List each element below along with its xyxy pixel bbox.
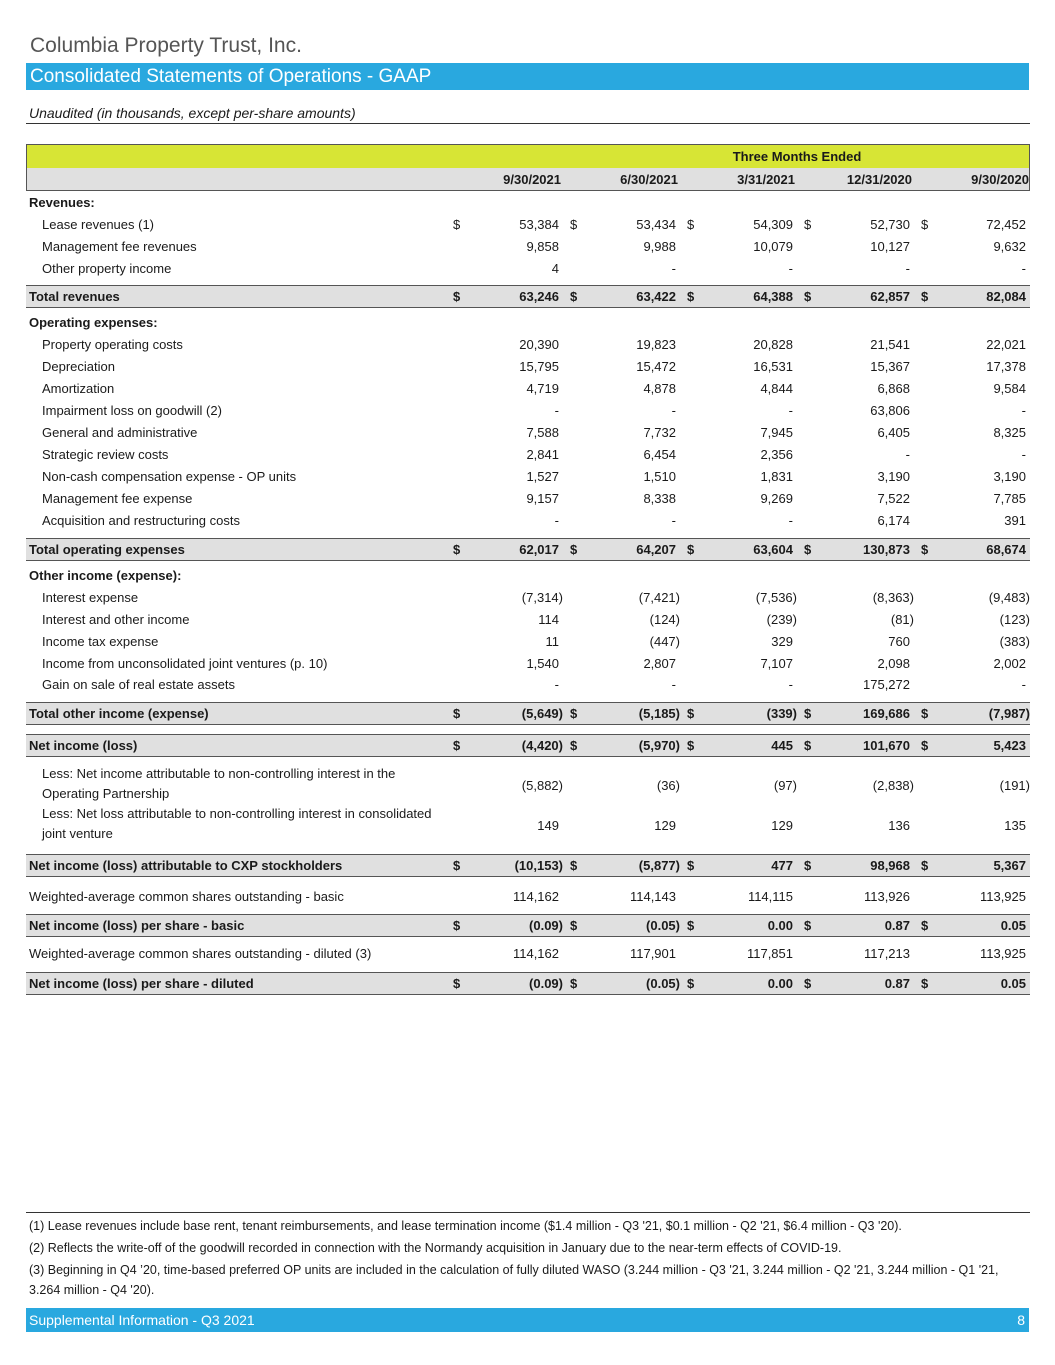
row-label: Interest and other income <box>42 612 190 627</box>
cell-value: 72,452 <box>986 217 1026 232</box>
currency-symbol: $ <box>804 289 812 304</box>
cell-value: 149 <box>537 818 559 833</box>
cell-value: 391 <box>1004 513 1026 528</box>
cell-value: - <box>788 261 793 276</box>
cell-value: 113,925 <box>979 889 1026 904</box>
subtitle: Unaudited (in thousands, except per-share amounts) <box>29 105 356 121</box>
cell-value: - <box>554 677 559 692</box>
cell-value: 10,127 <box>870 239 910 254</box>
cell-value: 63,806 <box>870 403 910 418</box>
cell-value: (0.09) <box>529 918 563 933</box>
cell-value: 4,878 <box>643 381 676 396</box>
cell-value: 63,422 <box>636 289 676 304</box>
cell-value: - <box>788 677 793 692</box>
cell-value: - <box>671 403 676 418</box>
total-row <box>26 702 1030 725</box>
currency-symbol: $ <box>570 738 578 753</box>
table-row <box>26 444 1030 466</box>
cell-value: 7,588 <box>526 425 559 440</box>
cell-value: 113,926 <box>863 889 910 904</box>
cell-value: - <box>788 403 793 418</box>
cell-value: (81) <box>890 612 914 627</box>
table-row <box>26 258 1030 280</box>
cell-value: 129 <box>654 818 676 833</box>
footer-label: Supplemental Information - Q3 2021 <box>29 1312 255 1328</box>
currency-symbol: $ <box>921 706 929 721</box>
cell-value: - <box>788 513 793 528</box>
cell-value: (5,185) <box>638 706 680 721</box>
currency-symbol: $ <box>921 738 929 753</box>
row-label: Net income (loss) per share - diluted <box>29 976 254 991</box>
row-label: Revenues: <box>29 195 95 210</box>
total-row <box>26 854 1030 877</box>
table-row <box>26 422 1030 444</box>
table-row <box>26 510 1030 532</box>
currency-symbol: $ <box>921 976 929 991</box>
cell-value: 130,873 <box>863 542 910 557</box>
cell-value: - <box>671 261 676 276</box>
row-label: General and administrative <box>42 425 198 440</box>
total-row <box>26 734 1030 757</box>
row-label: Management fee revenues <box>42 239 197 254</box>
cell-value: 19,823 <box>636 337 676 352</box>
cell-value: (191) <box>999 778 1030 793</box>
row-label: Lease revenues (1) <box>42 217 155 232</box>
cell-value: 0.87 <box>884 976 910 991</box>
row-label: Operating expenses: <box>29 315 158 330</box>
cell-value: 20,828 <box>753 337 793 352</box>
row-label: Income tax expense <box>42 634 159 649</box>
cell-value: 62,857 <box>870 289 910 304</box>
row-label: Impairment loss on goodwill (2) <box>42 403 222 418</box>
currency-symbol: $ <box>570 918 578 933</box>
row-label: Net income (loss) <box>29 738 138 753</box>
cell-value: - <box>671 513 676 528</box>
column-header-1: 6/30/2021 <box>620 172 678 187</box>
cell-value: (36) <box>656 778 680 793</box>
cell-value: 113,925 <box>979 946 1026 961</box>
row-label: Total revenues <box>29 289 120 304</box>
cell-value: 135 <box>1004 818 1026 833</box>
cell-value: - <box>1021 677 1026 692</box>
cell-value: 117,851 <box>746 946 793 961</box>
cell-value: - <box>554 403 559 418</box>
cell-value: (5,649) <box>521 706 563 721</box>
cell-value: (447) <box>649 634 680 649</box>
cell-value: 117,901 <box>629 946 676 961</box>
currency-symbol: $ <box>687 706 695 721</box>
cell-value: 9,858 <box>526 239 559 254</box>
row-label: Total operating expenses <box>29 542 185 557</box>
currency-symbol: $ <box>453 542 461 557</box>
cell-value: 53,384 <box>519 217 559 232</box>
cell-value: 6,405 <box>877 425 910 440</box>
cell-value: - <box>1021 447 1026 462</box>
period-header-band <box>26 144 1030 169</box>
cell-value: 0.05 <box>1000 918 1026 933</box>
cell-value: 114,143 <box>629 889 676 904</box>
cell-value: (9,483) <box>988 590 1030 605</box>
cell-value: 114,162 <box>512 946 559 961</box>
cell-value: (2,838) <box>872 778 914 793</box>
cell-value: 9,632 <box>993 239 1026 254</box>
table-row <box>26 766 1030 806</box>
cell-value: 114,162 <box>512 889 559 904</box>
cell-value: 64,207 <box>636 542 676 557</box>
cell-value: 5,423 <box>993 738 1026 753</box>
cell-value: 477 <box>771 858 793 873</box>
currency-symbol: $ <box>453 976 461 991</box>
cell-value: - <box>1021 403 1026 418</box>
cell-value: 2,841 <box>526 447 559 462</box>
cell-value: 169,686 <box>863 706 910 721</box>
row-label: Other income (expense): <box>29 568 182 583</box>
cell-value: (97) <box>773 778 797 793</box>
row-label: Weighted-average common shares outstanding - diluted (3) <box>29 946 372 961</box>
row-label: Amortization <box>42 381 115 396</box>
cell-value: (5,877) <box>638 858 680 873</box>
cell-value: 2,356 <box>760 447 793 462</box>
table-row <box>26 806 1030 846</box>
currency-symbol: $ <box>453 858 461 873</box>
cell-value: 1,527 <box>526 469 559 484</box>
row-label: Other property income <box>42 261 172 276</box>
cell-value: (4,420) <box>521 738 563 753</box>
column-header-3: 12/31/2020 <box>846 172 912 187</box>
subtitle-divider <box>26 123 1030 124</box>
column-header-4: 9/30/2020 <box>971 172 1029 187</box>
currency-symbol: $ <box>570 706 578 721</box>
currency-symbol: $ <box>687 217 695 232</box>
cell-value: (124) <box>649 612 680 627</box>
row-label: Strategic review costs <box>42 447 169 462</box>
currency-symbol: $ <box>453 289 461 304</box>
currency-symbol: $ <box>921 858 929 873</box>
currency-symbol: $ <box>687 918 695 933</box>
currency-symbol: $ <box>453 918 461 933</box>
row-label: Net income (loss) per share - basic <box>29 918 245 933</box>
currency-symbol: $ <box>453 217 461 232</box>
cell-value: 114,115 <box>747 889 793 904</box>
row-label: Less: Net income attributable to non-controlling interest in the Operating Partnership <box>42 766 396 801</box>
cell-value: 175,272 <box>863 677 910 692</box>
cell-value: 6,868 <box>877 381 910 396</box>
cell-value: 64,388 <box>753 289 793 304</box>
page-footer <box>26 1308 1029 1332</box>
footnote-3: (3) Beginning in Q4 ’20, time-based preferred OP units are included in the calculation of fully diluted WASO (3.244 million - Q3 '21, 3.244 million - Q2 '21, 3.244 million - Q1 '21, 3.264 million - Q4 '20). <box>29 1263 999 1297</box>
cell-value: 3,190 <box>993 469 1026 484</box>
table-row <box>26 334 1030 356</box>
currency-symbol: $ <box>570 976 578 991</box>
currency-symbol: $ <box>921 918 929 933</box>
cell-value: 98,968 <box>870 858 910 873</box>
cell-value: 7,945 <box>760 425 793 440</box>
cell-value: (5,970) <box>638 738 680 753</box>
cell-value: 760 <box>888 634 910 649</box>
currency-symbol: $ <box>570 289 578 304</box>
section-header-row <box>26 192 1030 214</box>
table-row <box>26 631 1030 653</box>
period-header: Three Months Ended <box>732 149 862 164</box>
row-label: Interest expense <box>42 590 139 605</box>
table-row <box>26 214 1030 236</box>
cell-value: (0.05) <box>646 976 680 991</box>
company-name: Columbia Property Trust, Inc. <box>30 34 302 57</box>
cell-value: 4 <box>551 261 559 276</box>
cell-value: 0.00 <box>767 918 793 933</box>
cell-value: 9,157 <box>526 491 559 506</box>
table-row <box>26 356 1030 378</box>
cell-value: - <box>671 677 676 692</box>
currency-symbol: $ <box>453 738 461 753</box>
cell-value: (7,536) <box>755 590 797 605</box>
cell-value: 54,309 <box>753 217 793 232</box>
total-row <box>26 538 1030 561</box>
cell-value: (5,882) <box>521 778 563 793</box>
currency-symbol: $ <box>687 289 695 304</box>
section-header-row <box>26 312 1030 334</box>
column-header-row <box>26 168 1030 191</box>
row-label: Net income (loss) attributable to CXP stockholders <box>29 858 343 873</box>
cell-value: 101,670 <box>863 738 910 753</box>
page-title: Consolidated Statements of Operations - GAAP <box>30 66 432 87</box>
row-label: Gain on sale of real estate assets <box>42 677 235 692</box>
cell-value: 2,002 <box>993 656 1026 671</box>
cell-value: 9,269 <box>760 491 793 506</box>
currency-symbol: $ <box>804 918 812 933</box>
cell-value: 6,174 <box>877 513 910 528</box>
cell-value: 7,785 <box>993 491 1026 506</box>
cell-value: (7,421) <box>638 590 680 605</box>
currency-symbol: $ <box>804 542 812 557</box>
cell-value: 82,084 <box>986 289 1026 304</box>
cell-value: (0.05) <box>646 918 680 933</box>
cell-value: 52,730 <box>870 217 910 232</box>
cell-value: 21,541 <box>870 337 910 352</box>
cell-value: (339) <box>766 706 797 721</box>
cell-value: (10,153) <box>514 858 563 873</box>
cell-value: 114 <box>538 612 559 627</box>
table-row <box>26 488 1030 510</box>
table-row <box>26 653 1030 675</box>
row-label: Property operating costs <box>42 337 183 352</box>
cell-value: 8,325 <box>993 425 1026 440</box>
cell-value: 7,732 <box>643 425 676 440</box>
row-label: Income from unconsolidated joint ventures (p. 10) <box>42 656 328 671</box>
cell-value: 1,831 <box>760 469 793 484</box>
cell-value: 7,522 <box>877 491 910 506</box>
table-row <box>26 236 1030 258</box>
table-row <box>26 400 1030 422</box>
column-header-2: 3/31/2021 <box>737 172 795 187</box>
cell-value: 3,190 <box>877 469 910 484</box>
cell-value: 22,021 <box>986 337 1026 352</box>
cell-value: 20,390 <box>519 337 559 352</box>
row-label: Non-cash compensation expense - OP units <box>42 469 297 484</box>
currency-symbol: $ <box>453 706 461 721</box>
row-label: Total other income (expense) <box>29 706 209 721</box>
total-row <box>26 972 1030 995</box>
cell-value: (123) <box>999 612 1030 627</box>
table-row <box>26 587 1030 609</box>
cell-value: 4,844 <box>760 381 793 396</box>
cell-value: (8,363) <box>872 590 914 605</box>
currency-symbol: $ <box>687 858 695 873</box>
total-row <box>26 285 1030 308</box>
cell-value: 16,531 <box>753 359 793 374</box>
currency-symbol: $ <box>570 858 578 873</box>
currency-symbol: $ <box>804 858 812 873</box>
cell-value: 10,079 <box>753 239 793 254</box>
cell-value: 15,472 <box>636 359 676 374</box>
cell-value: 445 <box>771 738 793 753</box>
row-label: Management fee expense <box>42 491 193 506</box>
currency-symbol: $ <box>570 217 578 232</box>
cell-value: 136 <box>888 818 910 833</box>
cell-value: 9,988 <box>643 239 676 254</box>
cell-value: 0.87 <box>884 918 910 933</box>
cell-value: - <box>905 447 910 462</box>
cell-value: 15,367 <box>870 359 910 374</box>
currency-symbol: $ <box>921 542 929 557</box>
total-row <box>26 914 1030 937</box>
cell-value: 4,719 <box>526 381 559 396</box>
cell-value: 129 <box>771 818 793 833</box>
cell-value: 53,434 <box>636 217 676 232</box>
title-bar <box>26 63 1029 90</box>
currency-symbol: $ <box>570 542 578 557</box>
footnote-divider <box>26 1212 1030 1213</box>
currency-symbol: $ <box>804 217 812 232</box>
cell-value: - <box>905 261 910 276</box>
currency-symbol: $ <box>804 976 812 991</box>
row-label: Less: Net loss attributable to non-controlling interest in consolidated joint venture <box>42 806 432 841</box>
cell-value: (383) <box>999 634 1030 649</box>
cell-value: (239) <box>766 612 797 627</box>
cell-value: 1,510 <box>643 469 676 484</box>
cell-value: 5,367 <box>993 858 1026 873</box>
cell-value: 63,604 <box>753 542 793 557</box>
currency-symbol: $ <box>804 738 812 753</box>
cell-value: 9,584 <box>993 381 1026 396</box>
column-header-0: 9/30/2021 <box>503 172 561 187</box>
row-label: Depreciation <box>42 359 115 374</box>
cell-value: (7,314) <box>521 590 563 605</box>
cell-value: 17,378 <box>986 359 1026 374</box>
cell-value: 1,540 <box>526 656 559 671</box>
cell-value: 2,098 <box>877 656 910 671</box>
cell-value: 63,246 <box>519 289 559 304</box>
table-row <box>26 378 1030 400</box>
section-header-row <box>26 565 1030 587</box>
currency-symbol: $ <box>687 738 695 753</box>
row-label: Acquisition and restructuring costs <box>42 513 240 528</box>
currency-symbol: $ <box>804 706 812 721</box>
cell-value: 8,338 <box>643 491 676 506</box>
page-number: 8 <box>1017 1312 1025 1328</box>
cell-value: 2,807 <box>643 656 676 671</box>
table-row <box>26 674 1030 696</box>
footnote-1: (1) Lease revenues include base rent, tenant reimbursements, and lease termination income ($1.4 million - Q3 '21, $0.1 million - Q2 '21, $6.4 million - Q3 '20). <box>29 1219 902 1233</box>
cell-value: 6,454 <box>643 447 676 462</box>
cell-value: 0.00 <box>767 976 793 991</box>
cell-value: 15,795 <box>519 359 559 374</box>
cell-value: 0.05 <box>1000 976 1026 991</box>
currency-symbol: $ <box>687 976 695 991</box>
table-row <box>26 609 1030 631</box>
currency-symbol: $ <box>921 289 929 304</box>
cell-value: (7,987) <box>988 706 1030 721</box>
cell-value: 62,017 <box>519 542 559 557</box>
currency-symbol: $ <box>687 542 695 557</box>
cell-value: 329 <box>771 634 793 649</box>
cell-value: 117,213 <box>863 946 910 961</box>
table-row <box>26 466 1030 488</box>
cell-value: - <box>554 513 559 528</box>
cell-value: 68,674 <box>986 542 1026 557</box>
currency-symbol: $ <box>921 217 929 232</box>
footnote-2: (2) Reflects the write-off of the goodwill recorded in connection with the Normandy acquisition in January due to the near-term effects of COVID-19. <box>29 1241 842 1255</box>
cell-value: 7,107 <box>760 656 793 671</box>
table-row <box>26 943 1030 965</box>
table-row <box>26 886 1030 908</box>
cell-value: (0.09) <box>529 976 563 991</box>
cell-value: 11 <box>545 634 559 649</box>
row-label: Weighted-average common shares outstanding - basic <box>29 889 344 904</box>
cell-value: - <box>1021 261 1026 276</box>
